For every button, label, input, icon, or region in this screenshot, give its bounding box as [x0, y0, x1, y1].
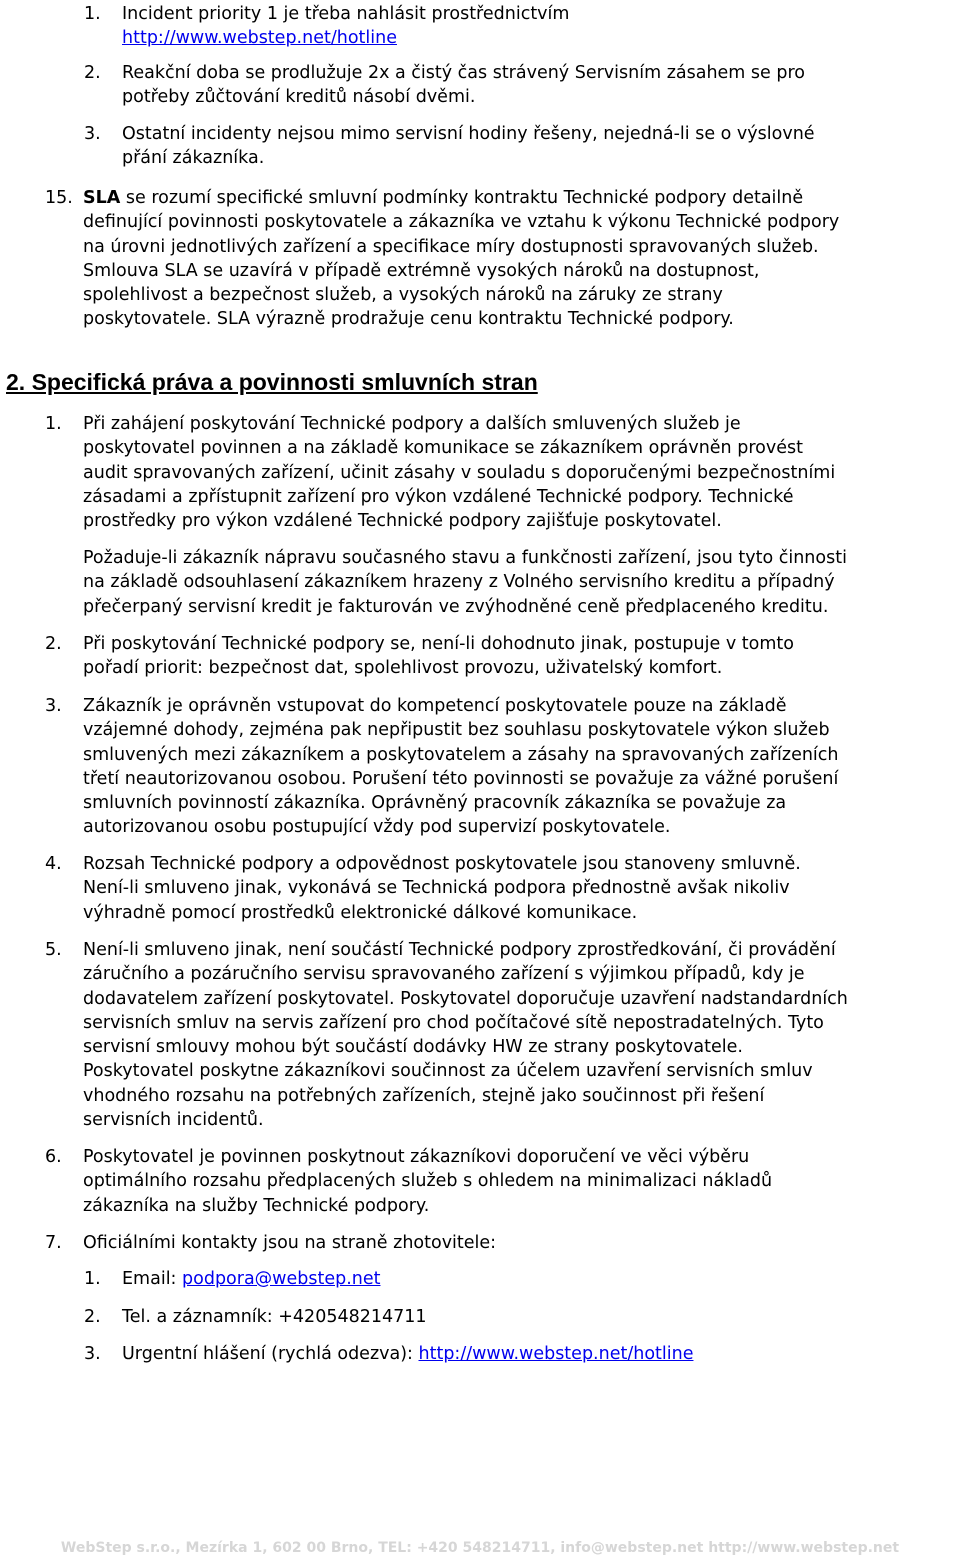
- list-text: [83, 632, 794, 681]
- list-number: 3.: [45, 696, 62, 716]
- text-line: Při zahájení poskytování Technické podpory a dalších smluvených služeb je: [83, 414, 741, 434]
- contact-text: [122, 1342, 693, 1366]
- text-line: Rozsah Technické podpory a odpovědnost poskytovatele jsou stanoveny smluvně.: [83, 854, 801, 874]
- text-line: Poskytovatel poskytne zákazníkovi součinnost za účelem uzavření servisních smluv: [83, 1061, 813, 1082]
- text-line: dodavatelem zařízení poskytovatel. Poskytovatel doporučuje uzavření nadstandardních: [83, 988, 848, 1009]
- list-number: 3.: [84, 1344, 101, 1364]
- list-text: [83, 938, 848, 1132]
- list-number: 1.: [84, 1269, 101, 1289]
- text-line: definující povinnosti poskytovatele a zákazníka ve vztahu k výkonu Technické podpory: [83, 212, 840, 233]
- text-line: na úrovni jednotlivých zařízení a specifikace míry dostupnosti spravovaných služeb.: [83, 236, 819, 257]
- list-text: [122, 2, 569, 51]
- text-line: spolehlivost a bezpečnost služeb, a vysokých nároků na záruky ze strany: [83, 285, 723, 306]
- text-line: záručního a pozáručního servisu spravovaného zařízení s výjimkou případů, kdy je: [83, 964, 805, 985]
- text-line: přečerpaný servisní kredit je fakturován ve zvýhodněné ceně předplaceného kreditu.: [83, 596, 829, 617]
- text-line: servisních incidentů.: [83, 1110, 264, 1131]
- list-number: 15.: [45, 188, 73, 208]
- list-number: 2.: [84, 1307, 101, 1327]
- text-line: Reakční doba se prodlužuje 2x a čistý čas strávený Servisním zásahem se pro: [122, 63, 805, 83]
- hotline-link[interactable]: http://www.webstep.net/hotline: [122, 28, 397, 49]
- text-line: servisních smluv na servis zařízení pro chod počítačové sítě nepostradatelných. Tyto: [83, 1012, 824, 1033]
- text-line: vhodného rozsahu na potřebných zařízeních, stejně jako součinnost při řešení: [83, 1085, 765, 1106]
- list-text-paragraph: [83, 546, 847, 619]
- list-text: [83, 852, 801, 925]
- text-line: vzájemné dohody, zejména pak nepřipustit bez souhlasu poskytovatele výkon služeb: [83, 720, 830, 741]
- text-line: Požaduje-li zákazník nápravu současného stavu a funkčnosti zařízení, jsou tyto činnosti: [83, 548, 847, 568]
- text-line: prostředky pro výkon vzdálené Technické podpory zajišťuje poskytovatel.: [83, 511, 722, 532]
- contact-text: [122, 1305, 427, 1329]
- text-line: servisní smlouvy mohou být součástí dodávky HW ze strany poskytovatele.: [83, 1037, 743, 1058]
- text-line: výhradně pomocí prostředků elektronické dálkové komunikace.: [83, 902, 638, 923]
- text-line: Zákazník je oprávněn vstupovat do kompetencí poskytovatele pouze na základě: [83, 696, 787, 716]
- text-line: Při poskytování Technické podpory se, není-li dohodnuto jinak, postupuje v tomto: [83, 634, 794, 654]
- list-number: 1.: [84, 4, 101, 24]
- text-line: Oficiálními kontakty jsou na straně zhotovitele:: [83, 1233, 497, 1253]
- text-line: Ostatní incidenty nejsou mimo servisní hodiny řešeny, nejedná-li se o výslovné: [122, 124, 815, 144]
- contact-label: Urgentní hlášení (rychlá odezva):: [122, 1344, 419, 1364]
- text-line: pořadí priorit: bezpečnost dat, spolehlivost provozu, uživatelský komfort.: [83, 658, 723, 679]
- sla-term: SLA: [83, 188, 121, 208]
- definition-text: [83, 186, 839, 332]
- list-number: 6.: [45, 1147, 62, 1167]
- text-line: zákazníka na služby Technické podpory.: [83, 1195, 430, 1216]
- text-line: Smlouva SLA se uzavírá v případě extrémně vysokých nároků na dostupnost,: [83, 260, 760, 281]
- text-line: smluvených mezi zákazníkem a poskytovatelem a zásahy na spravovaných zařízeních: [83, 744, 839, 765]
- list-text: [83, 1145, 772, 1218]
- text-line: se rozumí specifické smluvní podmínky kontraktu Technické podpory detailně: [120, 188, 804, 208]
- text-line: na základě odsouhlasení zákazníkem hrazeny z Volného servisního kreditu a případný: [83, 572, 835, 593]
- text-line: potřeby zůčtování kreditů násobí dvěmi.: [122, 87, 476, 108]
- contact-text: [122, 1267, 381, 1291]
- email-link[interactable]: podpora@webstep.net: [182, 1269, 381, 1289]
- list-text: [83, 412, 835, 533]
- text-line: audit spravovaných zařízení, učinit zásahy v souladu s doporučenými bezpečnostními: [83, 462, 836, 483]
- list-text: [83, 694, 839, 840]
- text-line: přání zákazníka.: [122, 148, 265, 169]
- text-line: Není-li smluveno jinak, vykonává se Technická podpora přednostně avšak nikoliv: [83, 878, 790, 899]
- list-number: 1.: [45, 414, 62, 434]
- hotline-link[interactable]: http://www.webstep.net/hotline: [418, 1344, 694, 1364]
- section-heading: 2. Specifická práva a povinnosti smluvních stran: [6, 369, 538, 395]
- text-line: Není-li smluveno jinak, není součástí Technické podpory zprostředkování, či provádění: [83, 940, 836, 960]
- list-number: 2.: [84, 63, 101, 83]
- list-number: 5.: [45, 940, 62, 960]
- text-line: poskytovatele. SLA výrazně prodražuje cenu kontraktu Technické podpory.: [83, 309, 734, 330]
- text-line: třetí neautorizovanou osobou. Porušení této povinnosti se považuje za vážné porušení: [83, 768, 839, 789]
- list-text: [122, 122, 815, 171]
- list-number: 3.: [84, 124, 101, 144]
- list-text: [122, 61, 805, 110]
- contact-label: Email:: [122, 1269, 183, 1289]
- text-line: smluvních povinností zákazníka. Oprávněný pracovník zákazníka se považuje za: [83, 793, 787, 814]
- contact-label: Tel. a záznamník: +420548214711: [122, 1307, 427, 1327]
- text-line: autorizovanou osobu postupující vždy pod supervizí poskytovatele.: [83, 817, 671, 838]
- page-footer: WebStep s.r.o., Mezírka 1, 602 00 Brno, TEL: +420 548214711, info@webstep.net http://www.webstep.net: [60, 1540, 900, 1556]
- text-line: zásadami a zpřístupnit zařízení pro výkon vzdálené Technické podpory. Technické: [83, 486, 794, 507]
- list-number: 4.: [45, 854, 62, 874]
- list-number: 7.: [45, 1233, 62, 1253]
- text-line: optimálního rozsahu předplacených služeb s ohledem na minimalizaci nákladů: [83, 1171, 773, 1192]
- text-line: Incident priority 1 je třeba nahlásit prostřednictvím: [122, 4, 570, 24]
- text-line: poskytovatel povinnen a na základě komunikace se zákazníkem oprávněn provést: [83, 438, 803, 459]
- text-line: Poskytovatel je povinnen poskytnout zákazníkovi doporučení ve věci výběru: [83, 1147, 750, 1167]
- list-number: 2.: [45, 634, 62, 654]
- list-text: [83, 1231, 496, 1255]
